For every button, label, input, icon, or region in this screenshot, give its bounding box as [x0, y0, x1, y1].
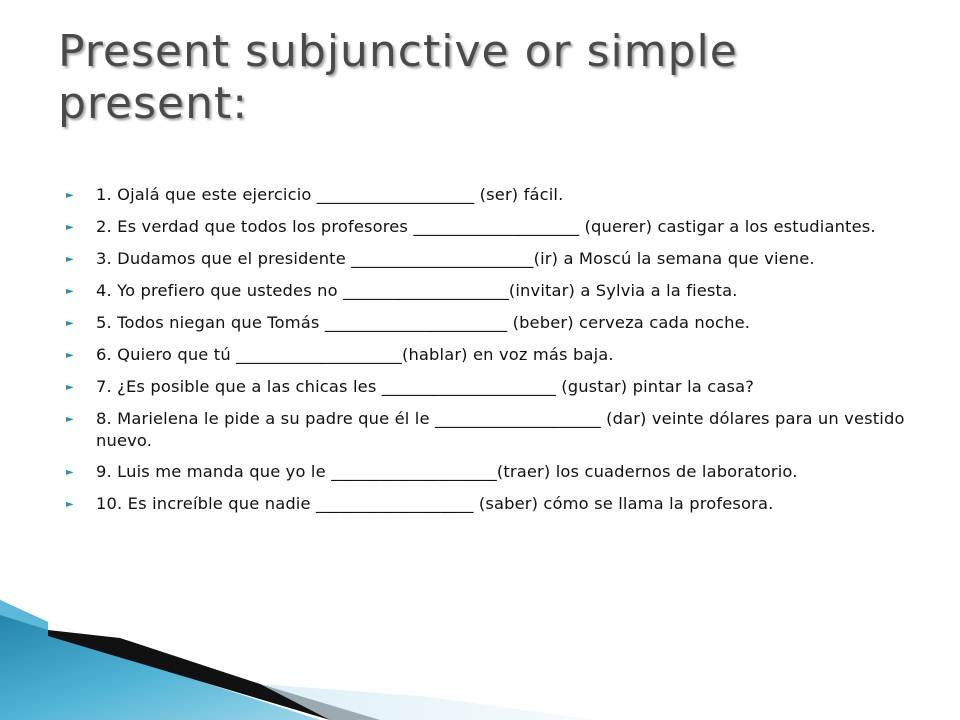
- exercise-text: 3. Dudamos que el presidente ______________________(ir) a Moscú la semana que viene.: [96, 249, 815, 268]
- list-item: [66, 280, 916, 303]
- list-item: [66, 376, 916, 399]
- arrow-right-icon: ►: [66, 382, 74, 393]
- exercise-text: 10. Es increíble que nadie ___________________ (saber) cómo se llama la profesora.: [96, 494, 774, 513]
- exercise-list: [66, 184, 916, 525]
- arrow-right-icon: ►: [66, 350, 74, 361]
- corner-decoration: [0, 560, 600, 720]
- list-item: [66, 184, 916, 207]
- exercise-text: 2. Es verdad que todos los profesores ____________________ (querer) castigar a los estudiantes.: [96, 217, 876, 236]
- exercise-text: 4. Yo prefiero que ustedes no ____________________(invitar) a Sylvia a la fiesta.: [96, 281, 738, 300]
- arrow-right-icon: ►: [66, 414, 74, 425]
- exercise-text: 6. Quiero que tú ____________________(hablar) en voz más baja.: [96, 345, 614, 364]
- list-item: [66, 248, 916, 271]
- arrow-right-icon: ►: [66, 190, 74, 201]
- exercise-text: 1. Ojalá que este ejercicio ___________________ (ser) fácil.: [96, 185, 564, 204]
- arrow-right-icon: ►: [66, 499, 74, 510]
- list-item: [66, 216, 916, 239]
- arrow-right-icon: ►: [66, 222, 74, 233]
- list-item: [66, 461, 916, 484]
- arrow-right-icon: ►: [66, 467, 74, 478]
- exercise-text: 8. Marielena le pide a su padre que él le ____________________ (dar) veinte dólares para un vestido nuevo.: [96, 409, 905, 450]
- list-item: [66, 344, 916, 367]
- list-item: [66, 493, 916, 516]
- slide-title: Present subjunctive or simple present:: [58, 26, 738, 129]
- arrow-right-icon: ►: [66, 286, 74, 297]
- list-item: [66, 312, 916, 335]
- arrow-right-icon: ►: [66, 254, 74, 265]
- exercise-text: 5. Todos niegan que Tomás ______________________ (beber) cerveza cada noche.: [96, 313, 751, 332]
- arrow-right-icon: ►: [66, 318, 74, 329]
- exercise-text: 9. Luis me manda que yo le ____________________(traer) los cuadernos de laboratorio.: [96, 462, 798, 481]
- exercise-text: 7. ¿Es posible que a las chicas les _____________________ (gustar) pintar la casa?: [96, 377, 754, 396]
- list-item: [66, 408, 916, 452]
